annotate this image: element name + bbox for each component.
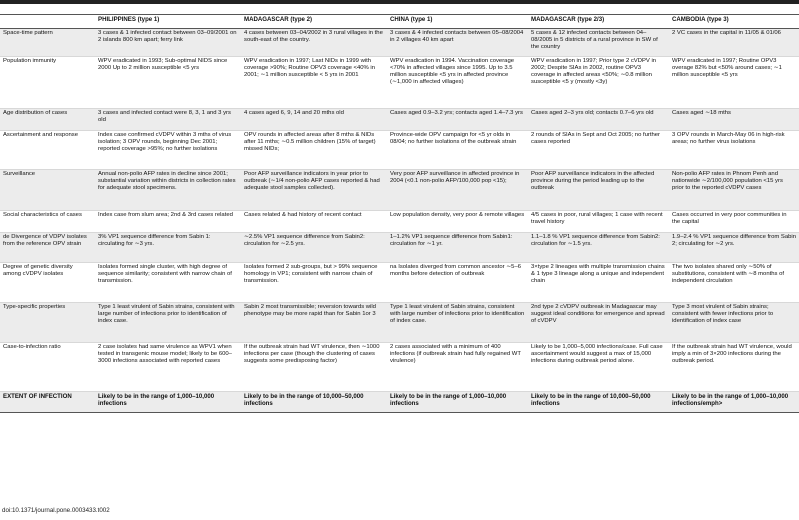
table-cell: Cases related & had history of recent contact — [241, 211, 387, 233]
table-cell: 3 cases and infected contact were 8, 3, 1 and 3 yrs old — [95, 109, 241, 131]
table-cell: Low population density, very poor & remote villages — [387, 211, 528, 233]
table-cell: na Isolates diverged from common ancestor ∼5–6 months before detection of outbreak — [387, 263, 528, 303]
table-cell: Cases aged 0.9–3.2 yrs; contacts aged 1.4–7.3 yrs — [387, 109, 528, 131]
table-cell: Likely to be in the range of 1,000–10,000 infections — [387, 392, 528, 413]
table-cell: 2 rounds of SIAs in Sept and Oct 2005; no further cases reported — [528, 131, 669, 170]
table-row — [0, 303, 799, 343]
header-cell-philippines: PHILIPPINES (type 1) — [95, 15, 241, 29]
table-row — [0, 211, 799, 233]
extent-of-infection-row — [0, 392, 799, 413]
table-cell: Annual non-polio AFP rates in decline since 2001; substantial variation within districts in collection rates for adequate stool specimens. — [95, 170, 241, 211]
table-row — [0, 57, 799, 109]
table-cell: 2 VC cases in the capital in 11/05 & 01/06 — [669, 29, 799, 57]
table-cell: 5 cases & 12 infected contacts between 04–08/2005 in 5 districts of a rural province in SW of the country — [528, 29, 669, 57]
table-row — [0, 343, 799, 392]
table-cell: 3% VP1 sequence difference from Sabin 1: circulating for ∼3 yrs. — [95, 233, 241, 263]
table-cell: Cases aged 2–3 yrs old; contacts 0.7–6 yrs old — [528, 109, 669, 131]
table-cell: Sabin 2 most transmissible; reversion towards wild phenotype may be more rapid than for Sabin 1or 3 — [241, 303, 387, 343]
table-cell: 2 case isolates had same virulence as WPV1 when tested in transgenic mouse model; likely to be 600–3000 infections associated with reported cases — [95, 343, 241, 392]
table-cell: Likely to be in the range of 1,000–10,000 infections/emph> — [669, 392, 799, 413]
table-cell: 2 cases associated with a minimum of 400 infections (if outbreak strain had fully regained WT virulence) — [387, 343, 528, 392]
table-cell: Type 3 most virulent of Sabin strains; consistent with fewer infections prior to identification of index case — [669, 303, 799, 343]
table-cell: Isolates formed single cluster, with high degree of sequence similarity; consistent with narrow chain of transmission. — [95, 263, 241, 303]
table-cell: WPV eradicated in 1993; Sub-optimal NIDS since 2000 Up to 2 million susceptible <5 yrs — [95, 57, 241, 109]
table-row — [0, 170, 799, 211]
table-cell: Cases occurred in very poor communities in the capital — [669, 211, 799, 233]
table-row — [0, 263, 799, 303]
table-row — [0, 131, 799, 170]
doi-caption: doi:10.1371/journal.pone.0003433.t002 — [2, 507, 110, 514]
header-cell-cambodia: CAMBODIA (type 3) — [669, 15, 799, 29]
table-cell: 2nd type 2 cVDPV outbreak in Madagascar may suggest ideal conditions for emergence and spread of cVDPV — [528, 303, 669, 343]
header-cell-madagascar-type2: MADAGASCAR (type 2) — [241, 15, 387, 29]
table-row — [0, 109, 799, 131]
table-cell: Index case confirmed cVDPV within 3 mths of virus isolation; 3 OPV rounds, beginning Dec 2001; reported coverage >95%; no further isolations — [95, 131, 241, 170]
table-cell: 3×type 2 lineages with multiple transmission chains & 1 type 3 lineage along a unique and independent chain — [528, 263, 669, 303]
row-label: Surveillance — [0, 170, 95, 211]
table-cell: Likely to be in the range of 10,000–50,000 infections — [241, 392, 387, 413]
table-row — [0, 29, 799, 57]
table-cell: Non-polio AFP rates in Phnom Penh and nationwide ∼2/100,000 population <15 yrs prior to the reported cVDPV cases — [669, 170, 799, 211]
row-label: Degree of genetic diversity among cVDPV isolates — [0, 263, 95, 303]
table-cell: 4/5 cases in poor, rural villages; 1 case with recent travel history — [528, 211, 669, 233]
table-cell: Province-wide OPV campaign for <5 yr olds in 08/04; no further isolations of the outbreak strain — [387, 131, 528, 170]
table-cell: 1–1.2% VP1 sequence difference from Sabin1: circulation for ∼1 yr. — [387, 233, 528, 263]
table-cell: OPV rounds in affected areas after 8 mths & NIDs after 11 mths; ∼0.5 million children (15% of target) missed NIDs; — [241, 131, 387, 170]
table-cell: Likely to be in the range of 10,000–50,000 infections — [528, 392, 669, 413]
table-row — [0, 233, 799, 263]
row-label: Age distribution of cases — [0, 109, 95, 131]
top-rule — [0, 0, 799, 4]
table-cell: Isolates formed 2 sub-groups, but > 99% sequence homology in VP1; consistent with narrow chain of transmission. — [241, 263, 387, 303]
row-label: de Divergence of VDPV isolates from the reference OPV strain — [0, 233, 95, 263]
table-cell: 4 cases aged 6, 9, 14 and 20 mths old — [241, 109, 387, 131]
table-cell: WPV eradication in 1997; Last NIDs in 1999 with coverage >90%; Routine OPV3 coverage <40% in 2001; ∼1 million susceptible < 5 yrs in 2001 — [241, 57, 387, 109]
table-cell: Cases aged ∼18 mths — [669, 109, 799, 131]
table-cell: If the outbreak strain had WT virulence, would imply a min of 3×200 infections during the outbreak period. — [669, 343, 799, 392]
table-cell: 3 OPV rounds in March-May 06 in high-risk areas; no further virus isolations — [669, 131, 799, 170]
table-cell: ∼2.5% VP1 sequence difference from Sabin2: circulation for ∼2.5 yrs. — [241, 233, 387, 263]
table-cell: Likely to be 1,000–5,000 infections/case. Full case ascertainment would suggest a max of 15,000 infections during outbreak period alone. — [528, 343, 669, 392]
header-cell-madagascar-type23: MADAGASCAR (type 2/3) — [528, 15, 669, 29]
header-cell-china: CHINA (type 1) — [387, 15, 528, 29]
table-cell: Poor AFP surveillance indicators in year prior to outbreak (∼1/4 non-polio AFP cases reported & had adequate stool samples collected). — [241, 170, 387, 211]
header-row — [0, 15, 799, 29]
row-label: Case-to-infection ratio — [0, 343, 95, 392]
table-cell: 1.1–1.8 % VP1 sequence difference from Sabin2: circulation for ∼1.5 yrs. — [528, 233, 669, 263]
table-cell: 4 cases between 03–04/2002 in 3 rural villages in the south-east of the country. — [241, 29, 387, 57]
table-cell: Index case from slum area; 2nd & 3rd cases related — [95, 211, 241, 233]
row-label: EXTENT OF INFECTION — [0, 392, 95, 413]
table-cell: Likely to be in the range of 1,000–10,000 infections — [95, 392, 241, 413]
row-label: Ascertainment and response — [0, 131, 95, 170]
table-cell: WPV eradication in 1997; Prior type 2 cVDPV in 2002; Despite SIAs in 2002, routine OPV3 coverage in affected areas <50%; ∼0.8 million susceptible <5 y (mostly <3y) — [528, 57, 669, 109]
table-cell: Type 1 least virulent of Sabin strains, consistent with large number of infections prior to identification of index case. — [95, 303, 241, 343]
row-label: Space-time pattern — [0, 29, 95, 57]
row-label: Population immunity — [0, 57, 95, 109]
table-cell: If the outbreak strain had WT virulence, then ∼1000 infections per case (though the clustering of cases suggests some predisposing factor) — [241, 343, 387, 392]
table-cell: Poor AFP surveillance indicators in the affected province during the period leading up to the outbreak — [528, 170, 669, 211]
table-cell: The two isolates shared only ∼50% of substitutions, consistent with ∼8 months of independent circulation — [669, 263, 799, 303]
row-label: Social characteristics of cases — [0, 211, 95, 233]
outbreak-comparison-table — [0, 14, 799, 413]
row-label: Type-specific properties — [0, 303, 95, 343]
table-cell: 3 cases & 4 infected contacts between 05–08/2004 in 2 villages 40 km apart — [387, 29, 528, 57]
table-cell: WPV eradication in 1994. Vaccination coverage <70% in affected villages since 1995. Up to 3.5 million susceptible <5 yrs in affected province (∼1,000 in affected villages) — [387, 57, 528, 109]
header-cell-empty — [0, 15, 95, 29]
table-cell: Very poor AFP surveillance in affected province in 2004 (<0.1 non-polio AFP/100,000 pop <15); — [387, 170, 528, 211]
table-cell: 1.9–2.4 % VP1 sequence difference from Sabin 2; circulating for ∼2 yrs. — [669, 233, 799, 263]
table-cell: WPV eradicated in 1997; Routine OPV3 overage 82% but <50% around cases; ∼1 million susceptible <5 yrs — [669, 57, 799, 109]
table-cell: 3 cases & 1 infected contact between 03–09/2001 on 2 islands 800 km apart; ferry link — [95, 29, 241, 57]
table-cell: Type 1 least virulent of Sabin strains, consistent with large number of infections prior to identification of index case. — [387, 303, 528, 343]
